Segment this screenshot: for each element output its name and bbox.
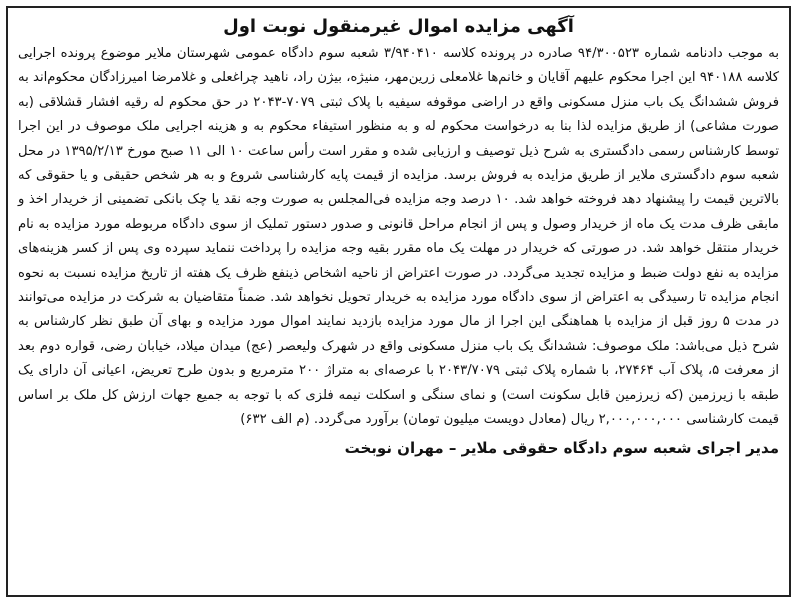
notice-signature: مدیر اجرای شعبه سوم دادگاه حقوقی ملایر – مهران نوبخت: [344, 438, 779, 457]
notice-title: آگهی مزایده اموال غیرمنقول نوبت اول: [223, 16, 574, 37]
auction-notice: [6, 6, 791, 597]
notice-body: به موجب دادنامه شماره ۹۴/۳۰۰۵۲۳ صادره در پرونده کلاسه ۳/۹۴۰۴۱۰ شعبه سوم دادگاه عمومی شهرستان ملایر موضوع پرونده اجرایی کلاسه ۹۴۰۱۸۸ این اجرا محکوم علیهم آقایان و خانم‌ها غلامعلی زرین‌مهر، منیژه، بیژن راد، ناهید چراغعلی و غلامرضا امیرزادگان محکوم‌اند به فروش ششدانگ یک باب منزل مسکونی واقع در اراضی موقوفه سیفیه با پلاک ثبتی ۷۰۷۹-۲۰۴۳ در حق محکوم له رقیه افشار قشلاقی (به صورت مشاعی) از طریق مزایده لذا بنا به درخواست محکوم له و به منظور استیفاء محکوم به و هزینه اجرایی ملک موصوف در این اجرا توسط کارشناس رسمی دادگستری به شرح ذیل توصیف و ارزیابی شده و مقرر است رأس ساعت ۱۰ الی ۱۱ صبح مورخ ۱۳۹۵/۲/۱۳ در محل شعبه سوم دادگستری ملایر از طریق مزایده به فروش برسد. مزایده از قیمت پایه کارشناسی شروع و به هر شخص حقیقی و یا حقوقی که بالاترین قیمت را پیشنهاد دهد فروخته خواهد شد. ۱۰ درصد وجه مزایده فی‌المجلس به صورت وجه نقد یا چک بانکی تضمینی از خریدار اخذ و مابقی ظرف مدت یک ماه از خریدار وصول و پس از انجام مراحل قانونی و صدور دستور تملیک از سوی دادگاه مربوطه مورد مزایده به نام خریدار منتقل خواهد شد. در صورتی که خریدار در مهلت یک ماه مقرر بقیه وجه مزایده را پرداخت ننماید سپرده وی پس از کسر هزینه‌های مزایده به نفع دولت ضبط و مزایده تجدید می‌گردد. در صورت اعتراض از ناحیه اشخاص ذینفع ظرف یک هفته از تاریخ مزایده نسبت به نحوه انجام مزایده تا رسیدگی به اعتراض از سوی دادگاه مورد مزایده به خریدار تحویل نخواهد شد. ضمناً متقاضیان به شرکت در مزایده می‌توانند در مدت ۵ روز قبل از مزایده با هماهنگی این اجرا از مال مورد مزایده بازدید نمایند اموال مورد مزایده و بهای آن طبق نظر کارشناس به شرح ذیل می‌باشد: ملک موصوف: ششدانگ یک باب منزل مسکونی واقع در شهرک ولیعصر (عج) میدان میلاد، خیابان رضی، قواره دوم بعد از معرفت ۵، پلاک آب ۲۷۴۶۴، با شماره پلاک ثبتی ۲۰۴۳/۷۰۷۹ با عرصه‌ای به متراژ ۲۰۰ مترمربع و بدون طرح تعریض، اعیانی آن دارای یک طبقه با زیرزمین (که زیرزمین قابل سکونت است) و نمای سنگی و اسکلت نیمه فلزی که با توجه به جمیع جهات ارزش کل ملک بر اساس قیمت کارشناسی ۲,۰۰۰,۰۰۰,۰۰۰ ریال (معادل دویست میلیون تومان) برآورد می‌گردد. (م الف ۶۳۲): [18, 46, 780, 428]
